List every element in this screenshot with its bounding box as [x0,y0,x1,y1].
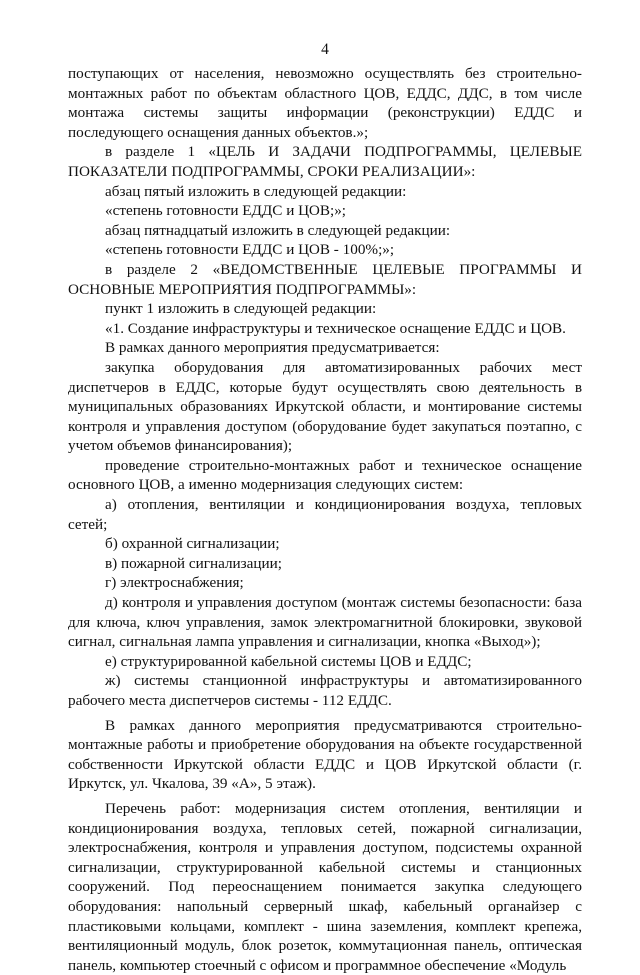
page-number: 4 [321,41,329,58]
list-item-e: е) структурированной кабельной системы ЦОВ и ЕДДС; [105,652,472,670]
paragraph-within-measure: В рамках данного мероприятия предусматривается: [105,339,440,357]
paragraph-construction-works: проведение строительно-монтажных работ и техническое оснащение основного ЦОВ, а именно модернизация следующих систем: [68,456,582,494]
paragraph-item-1-title: «1. Создание инфраструктуры и техническое оснащение ЕДДС и ЦОВ. [105,319,566,337]
paragraph-works-list: Перечень работ: модернизация систем отопления, вентиляции и кондиционирования воздуха, тепловых сетей, пожарной сигнализации, электроснабжения, контроля и управления доступом, подсистемы охранной сигнализации, структурированной кабельной системы и станционных сооружений. Под переоснащением понимается закупка следующего оборудования: напольный серверный шкаф, кабельный органайзер с пластиковыми кольцами, комплект - шина заземления, комплект крепежа, вентиляционный модуль, блок розеток, коммутационная панель, оптическая панель, компьютер стоечный с офисом и программное обеспечение «Модуль [68,799,582,974]
list-item-v: в) пожарной сигнализации; [105,554,282,572]
list-item-b: б) охранной сигнализации; [105,535,280,553]
list-item-g: г) электроснабжения; [105,574,244,592]
paragraph-construction-object: В рамках данного мероприятия предусматриваются строительно-монтажные работы и приобретение оборудования на объекте государственной собственности Иркутской области ЕДДС и ЦОВ Иркутской области (г. Иркутск, ул. Чкалова, 39 «А», 5 этаж). [68,716,582,793]
paragraph-abzac-5: абзац пятый изложить в следующей редакции: [105,182,407,200]
document-body [68,64,582,975]
paragraph-section-2-heading: в разделе 2 «ВЕДОМСТВЕННЫЕ ЦЕЛЕВЫЕ ПРОГРАММЫ И ОСНОВНЫЕ МЕРОПРИЯТИЯ ПОДПРОГРАММЫ»: [68,260,582,298]
paragraph-continuation: поступающих от населения, невозможно осуществлять без строительно-монтажных работ по объектам областного ЦОВ, ЕДДС, ДДС, в том числе монтажа системы защиты информации (реконструкции) ЕДДС и последующего оснащения данных объектов.»; [68,65,582,141]
paragraph-equipment-purchase: закупка оборудования для автоматизированных рабочих мест диспетчеров в ЕДДС, которые будут осуществлять свою деятельность в муниципальных образованиях Иркутской области, и монтирование системы контроля и управления доступом (оборудование будет закупаться поэтапно, с учетом объемов финансирования); [68,358,582,455]
list-item-d: д) контроля и управления доступом (монтаж системы безопасности: база для ключа, ключ управления, замок электромагнитной блокировки, звуковой сигнал, сигнальная лампа управления и сигнализации, кнопка «Выход»); [68,594,582,651]
paragraph-abzac-15: абзац пятнадцатый изложить в следующей редакции: [105,221,451,239]
paragraph-quote-readiness: «степень готовности ЕДДС и ЦОВ;»; [105,202,347,220]
list-item-a: а) отопления, вентиляции и кондиционирования воздуха, тепловых сетей; [68,496,582,533]
paragraph-quote-readiness-100: «степень готовности ЕДДС и ЦОВ - 100%;»; [105,241,395,259]
document-page [68,0,582,974]
paragraph-section-1-heading: в разделе 1 «ЦЕЛЬ И ЗАДАЧИ ПОДПРОГРАММЫ, ЦЕЛЕВЫЕ ПОКАЗАТЕЛИ ПОДПРОГРАММЫ, СРОКИ РЕАЛИЗАЦИИ»: [68,143,582,180]
list-item-zh: ж) системы станционной инфраструктуры и автоматизированного рабочего места диспетчеров системы - 112 ЕДДС. [68,672,582,709]
paragraph-punkt-1: пункт 1 изложить в следующей редакции: [105,300,377,318]
